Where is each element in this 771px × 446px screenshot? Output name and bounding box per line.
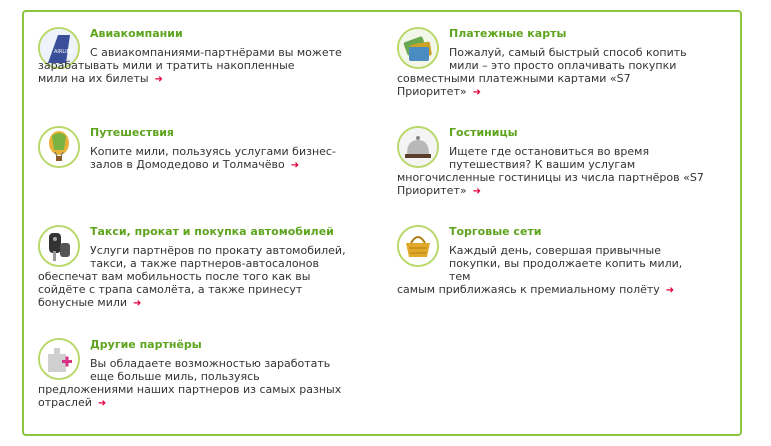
partner-title[interactable]: Такси, прокат и покупка автомобилей [90,225,334,238]
more-arrow-icon[interactable]: ➜ [472,186,481,197]
svg-text:AIRLINE: AIRLINE [54,49,74,55]
more-arrow-icon[interactable]: ➜ [290,160,300,171]
partner-title[interactable]: Торговые сети [449,225,542,238]
more-arrow-icon[interactable]: ➜ [472,87,481,98]
partner-title[interactable]: Другие партнёры [90,338,202,351]
more-arrow-icon[interactable]: ➜ [154,74,163,85]
partner-description: Услуги партнёров по прокату автомобилей, такси, а также партнеров-автосалонов обеспечат вам мобильность после того как вы сойдёте с трапа самолёта, а также принесут бонусные мили ➜ [38,244,346,309]
partner-title[interactable]: Платежные карты [449,27,567,40]
partner-title[interactable]: Путешествия [90,126,174,139]
partner-description: С авиакомпаниями-партнёрами вы можете зарабатывать мили и тратить накопленные мили на их билеты ➜ [38,46,342,85]
more-arrow-icon[interactable]: ➜ [665,285,675,296]
partner-description: Копите мили, пользуясь услугами бизнес- залов в Домодедово и Толмачёво ➜ [90,145,336,171]
partner-description: Пожалуй, самый быстрый способ копить мили – это просто оплачивать покупки совместными платежными картами «S7 Приоритет» ➜ [397,46,687,98]
more-arrow-icon[interactable]: ➜ [97,398,107,409]
more-arrow-icon[interactable]: ➜ [133,298,142,309]
partner-description: Вы обладаете возможностью заработать еще больше миль, пользуясь предложениями наших партнеров из самых разных отраслей ➜ [38,357,342,409]
partner-title[interactable]: Гостиницы [449,126,518,139]
partner-description: Ищете где остановиться во время путешествия? К вашим услугам многочисленные гостиницы из числа партнёров «S7 Приоритет» ➜ [397,145,704,197]
partner-description: Каждый день, совершая привычные покупки, вы продолжаете копить мили, тем самым приближаясь к премиальному полёту ➜ [397,244,683,296]
partner-title[interactable]: Авиакомпании [90,27,183,40]
